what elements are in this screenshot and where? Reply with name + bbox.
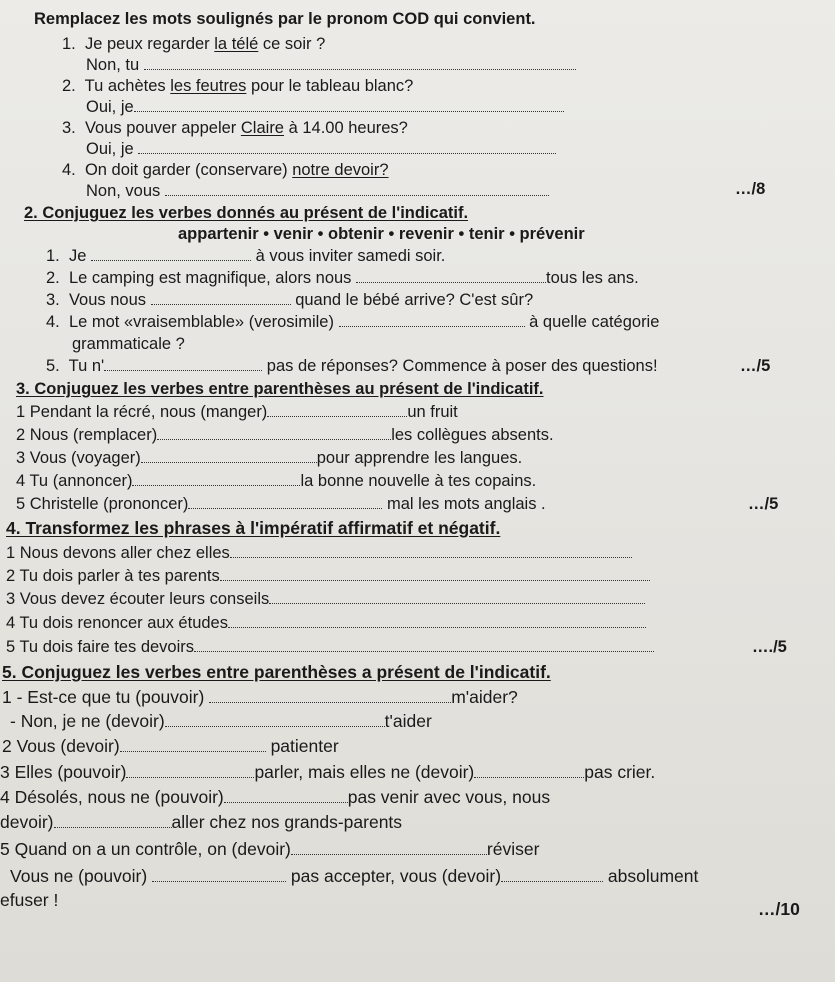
q-text: 5 Christelle (prononcer) [16,495,189,513]
answer-blank[interactable] [194,639,654,652]
q-text: Tu n' [68,357,105,375]
ex5-score: …/10 [758,899,800,919]
ex2-q2 [46,268,639,288]
answer-blank[interactable] [230,545,632,558]
q-text: 4 Tu dois renoncer aux études [6,614,228,632]
q-text: absolument [607,866,699,886]
q-text: 3 Vous (voyager) [16,449,141,467]
q-text: pour le tableau blanc? [246,77,414,95]
underlined-word: la télé [214,35,259,53]
answer-blank[interactable] [356,270,546,283]
ex4-q1 [6,543,632,563]
q-text: 1 Nous devons aller chez elles [6,544,230,562]
q-text: ce soir ? [258,35,326,53]
q-num: 4. [46,313,60,331]
answer-blank[interactable] [91,248,251,261]
ex3-q3 [16,448,522,468]
answer-blank[interactable] [267,404,407,417]
q-text: 3 Elles (pouvoir) [0,762,127,782]
ex1-q3 [62,118,408,138]
ex2-verb-list: appartenir • venir • obtenir • revenir • tenir • prévenir [178,225,585,243]
ex5-l1 [2,687,518,707]
ex2-q1 [46,246,445,266]
q-num: 5. [46,357,60,375]
answer-blank[interactable] [224,790,348,803]
q-text: 3 Vous devez écouter leurs conseils [6,590,270,608]
ex5-l3 [2,736,339,756]
ex5-title: 5. Conjuguez les verbes entre parenthèses a présent de l'indicatif. [2,662,551,682]
q-text: - Non, je ne (devoir) [10,711,165,731]
q-text: Je peux regarder [84,35,215,53]
ex5-l2 [10,711,432,731]
q-text: à 14.00 heures? [284,119,408,137]
answer-prefix: Non, tu [86,56,140,74]
answer-blank[interactable] [144,57,576,70]
ex5-l6 [0,812,402,832]
q-text: 4 Tu (annoncer) [16,472,133,490]
ex3-title: 3. Conjuguez les verbes entre parenthèses au présent de l'indicatif. [16,380,544,398]
ex3-q1 [16,402,458,422]
q-text: pas de réponses? Commence à poser des questions! [266,357,658,375]
q-text: pas crier. [584,762,656,782]
q-text: quand le bébé arrive? C'est sûr? [295,291,534,309]
q-text: la bonne nouvelle à tes copains. [300,472,537,490]
answer-blank[interactable] [151,292,291,305]
q-text: 2 Vous (devoir) [2,736,120,756]
ex4-title: 4. Transformez les phrases à l'impératif affirmatif et négatif. [6,518,501,538]
answer-blank[interactable] [104,358,262,371]
q-text: Vous ne (pouvoir) [10,866,148,886]
q-text: Vous nous [68,291,146,309]
q-text: t'aider [384,711,432,731]
q-text: 2 Nous (remplacer) [16,426,158,444]
q-text: 1 - Est-ce que tu (pouvoir) [2,687,205,707]
q-text: 2 Tu dois parler à tes parents [6,567,220,585]
q-text: mal les mots anglais . [387,495,546,513]
q-text: parler, mais elles ne (devoir) [254,762,475,782]
ex1-a3 [86,139,556,159]
ex2-score: …/5 [740,357,771,375]
ex5-l9: efuser ! [0,890,59,910]
q-text: à vous inviter samedi soir. [255,247,446,265]
ex1-a1 [86,55,576,75]
ex4-q2 [6,566,650,586]
q-text: Le camping est magnifique, alors nous [68,269,352,287]
ex1-q4 [62,160,389,180]
underlined-word: Claire [240,119,284,137]
q-text: les collègues absents. [391,426,554,444]
q-num: 1. [62,35,76,53]
answer-blank[interactable] [228,615,646,628]
ex3-q5 [16,494,546,514]
answer-prefix: Oui, je [86,140,134,158]
ex1-score: …/8 [735,180,766,198]
answer-prefix: Non, vous [86,182,161,200]
ex1-a2 [86,97,564,117]
q-text: m'aider? [451,687,518,707]
ex4-q4 [6,613,646,633]
q-text: 5 Quand on a un contrôle, on (devoir) [0,839,291,859]
ex3-q2 [16,425,554,445]
ex5-l4 [0,762,655,782]
q-text: aller chez nos grands-parents [171,812,403,832]
q-num: 2. [46,269,60,287]
ex2-title: 2. Conjuguez les verbes donnés au présent de l'indicatif. [24,204,469,222]
answer-blank[interactable] [209,690,451,703]
ex1-q2 [62,76,413,96]
q-num: 4. [62,161,76,179]
q-text: 1 Pendant la récré, nous (manger) [16,403,268,421]
answer-blank[interactable] [501,869,603,882]
q-text: pas venir avec vous, nous [347,787,551,807]
answer-blank[interactable] [165,714,385,727]
answer-blank[interactable] [291,842,487,855]
q-text: réviser [486,839,540,859]
answer-blank[interactable] [339,314,525,327]
q-text: Le mot «vraisemblable» (verosimile) [68,313,334,331]
underlined-word: les feutres [170,77,247,95]
q-text: On doit garder (conservare) [84,161,293,179]
q-text: pour apprendre les langues. [316,449,523,467]
ex2-q5 [46,356,658,376]
answer-blank[interactable] [152,869,286,882]
q-num: 3. [46,291,60,309]
q-text: 5 Tu dois faire tes devoirs [6,638,195,656]
q-text: Vous pouver appeler [84,119,241,137]
ex4-q3 [6,589,645,609]
q-text: tous les ans. [546,269,639,287]
answer-blank[interactable] [165,183,549,196]
answer-blank[interactable] [141,450,317,463]
q-text: à quelle catégorie [529,313,660,331]
answer-blank[interactable] [132,473,300,486]
ex2-q4-cont: grammaticale ? [72,335,185,353]
ex3-score: …/5 [748,495,779,513]
answer-blank[interactable] [134,99,564,112]
answer-blank[interactable] [138,141,556,154]
ex1-a4 [86,181,549,201]
q-text: 4 Désolés, nous ne (pouvoir) [0,787,224,807]
q-text: Je [68,247,87,265]
ex5-l5 [0,787,550,807]
answer-blank[interactable] [120,739,266,752]
ex4-q5 [6,637,654,657]
q-text: Tu achètes [84,77,171,95]
ex5-l7 [0,839,539,859]
answer-prefix: Oui, je [86,98,134,116]
answer-blank[interactable] [188,496,382,509]
q-text: devoir) [0,812,54,832]
answer-blank[interactable] [269,591,645,604]
answer-blank[interactable] [474,765,584,778]
answer-blank[interactable] [220,568,650,581]
answer-blank[interactable] [126,765,254,778]
ex2-q4 [46,312,659,332]
q-text: patienter [270,736,339,756]
ex2-q3 [46,290,533,310]
ex5-l8 [10,866,698,886]
ex4-score: …./5 [752,638,787,656]
q-num: 1. [46,247,60,265]
answer-blank[interactable] [157,427,391,440]
q-text: un fruit [407,403,458,421]
ex1-title: Remplacez les mots soulignés par le pronom COD qui convient. [34,10,536,28]
answer-blank[interactable] [54,815,172,828]
underlined-word: notre devoir? [292,161,389,179]
ex1-q1 [62,34,325,54]
q-num: 3. [62,119,76,137]
ex3-q4 [16,471,536,491]
q-num: 2. [62,77,76,95]
q-text: pas accepter, vous (devoir) [290,866,502,886]
